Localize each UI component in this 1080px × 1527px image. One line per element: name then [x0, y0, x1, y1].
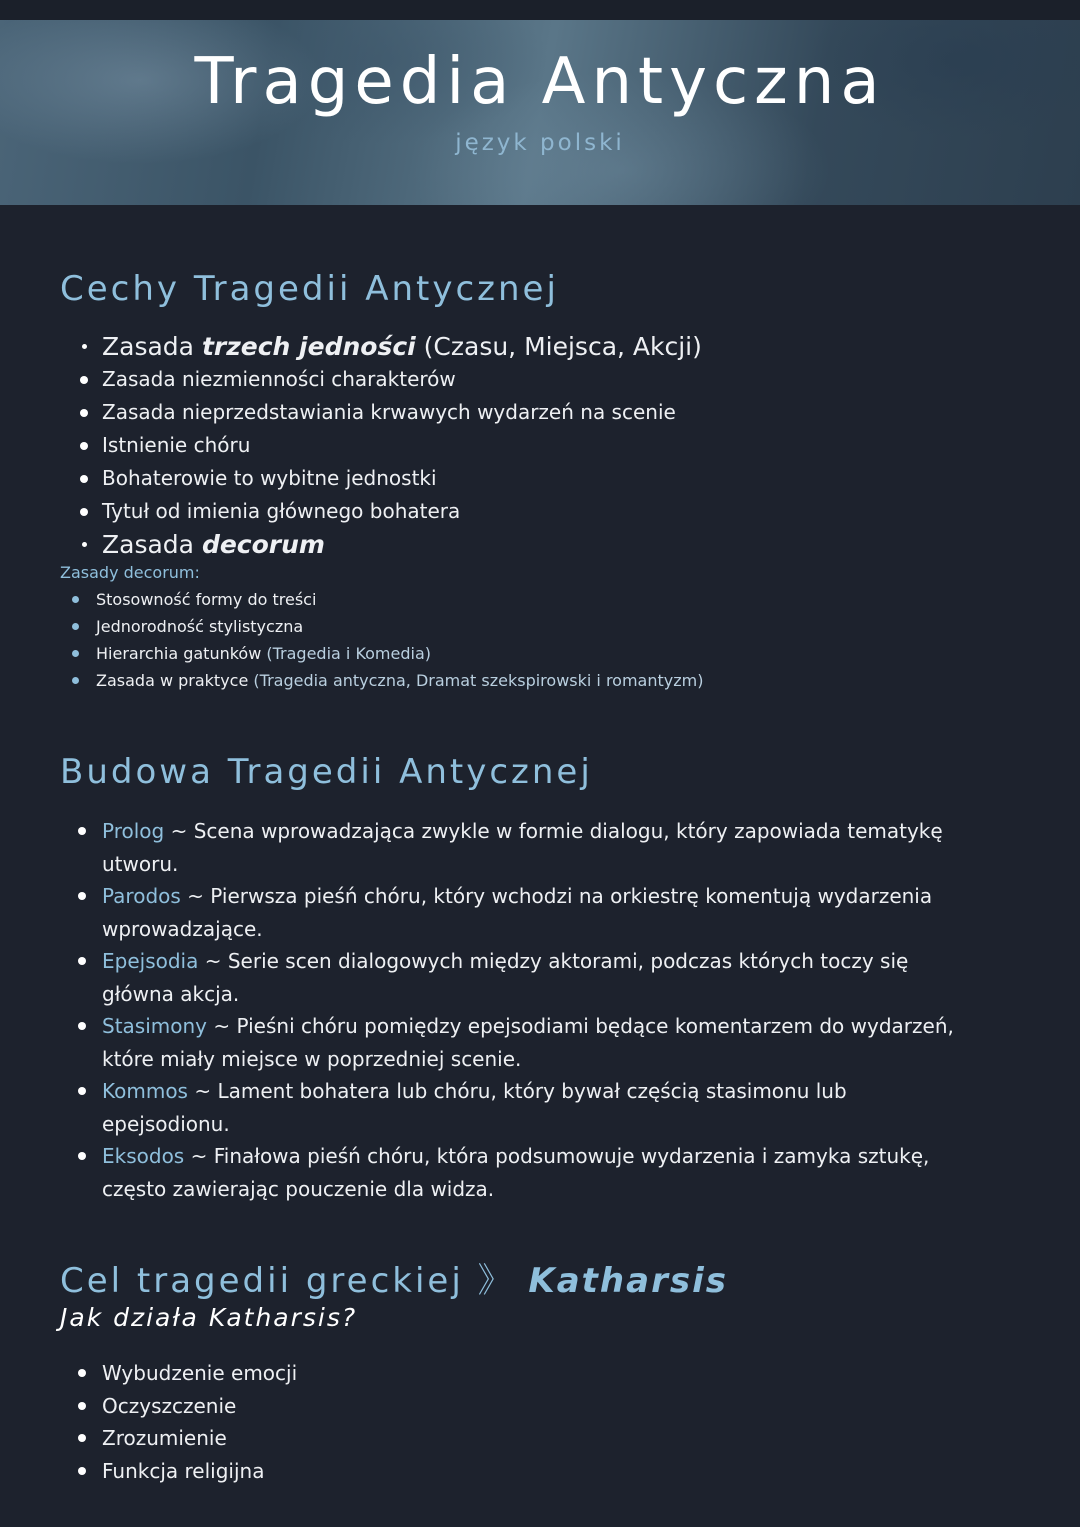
bullet-icon	[78, 1467, 86, 1475]
list-item	[72, 669, 1052, 696]
term-description: Pierwsza pieśń chóru, który wchodzi na orkiestrę komentują wydarzenia wprowadzające.	[102, 884, 933, 941]
bullet-icon	[80, 442, 88, 450]
bullet-icon	[82, 344, 87, 349]
item-text-emphasis: decorum	[201, 530, 325, 559]
list-item	[78, 1075, 978, 1140]
term-label: Parodos	[102, 884, 181, 908]
bullet-icon	[78, 892, 86, 900]
list-item	[80, 396, 1040, 429]
term-label: Epejsodia	[102, 949, 199, 973]
item-text: Bohaterowie to wybitne jednostki	[102, 466, 437, 490]
item-text: Funkcja religijna	[102, 1458, 265, 1483]
bullet-icon	[72, 650, 79, 657]
cechy-list	[80, 330, 1040, 561]
bullet-icon	[78, 1434, 86, 1442]
page-subtitle: język polski	[455, 130, 625, 156]
list-item	[80, 363, 1040, 396]
list-item	[78, 1140, 978, 1205]
bullet-icon	[78, 1369, 86, 1377]
item-text: Wybudzenie emocji	[102, 1361, 298, 1385]
term-label: Stasimony	[102, 1014, 207, 1038]
item-text-parenthetical: (Tragedia i Komedia)	[266, 644, 432, 663]
item-text: Zasada nieprzedstawiania krwawych wydarzeń na scenie	[102, 400, 676, 424]
item-text: Jednorodność stylistyczna	[96, 617, 304, 636]
item-text: Istnienie chóru	[102, 433, 251, 457]
katharsis-accent: Katharsis	[528, 1261, 728, 1301]
list-item	[80, 528, 1040, 561]
list-item	[78, 815, 978, 880]
decorum-label: Zasady decorum:	[60, 563, 200, 582]
term-description: Pieśni chóru pomiędzy epejsodiami będące komentarzem do wydarzeń, które miały miejsce w poprzedniej scenie.	[102, 1014, 954, 1071]
bullet-icon	[80, 508, 88, 516]
list-item	[78, 1455, 678, 1488]
list-item	[72, 588, 1052, 615]
cel-heading-text: Cel tragedii greckiej	[60, 1261, 464, 1301]
bullet-icon	[72, 623, 79, 630]
list-item	[80, 495, 1040, 528]
item-text: Zasada niezmienności charakterów	[102, 367, 456, 391]
item-text-prefix: Zasada	[102, 530, 202, 559]
bullet-icon	[80, 376, 88, 384]
list-item	[80, 462, 1040, 495]
header-banner	[0, 20, 1080, 205]
item-text: Hierarchia gatunków	[96, 644, 267, 663]
list-item	[80, 330, 1040, 363]
list-item	[80, 429, 1040, 462]
term-label: Prolog	[102, 819, 165, 843]
section-heading-budowa: Budowa Tragedii Antycznej	[60, 752, 593, 792]
bullet-icon	[78, 1402, 86, 1410]
list-item	[72, 642, 1052, 669]
bullet-icon	[78, 827, 86, 835]
bullet-icon	[72, 677, 79, 684]
term-label: Eksodos	[102, 1144, 185, 1168]
item-text: Stosowność formy do treści	[96, 590, 317, 609]
bullet-icon	[78, 1022, 86, 1030]
list-item	[78, 1422, 678, 1455]
double-chevron-icon: 》	[477, 1261, 515, 1301]
bullet-icon	[78, 1152, 86, 1160]
term-description: Scena wprowadzająca zwykle w formie dialogu, który zapowiada tematykę utworu.	[102, 819, 943, 876]
list-item	[72, 615, 1052, 642]
bullet-icon	[80, 409, 88, 417]
top-strip	[0, 0, 1080, 20]
term-separator: ~	[187, 1079, 218, 1103]
term-separator: ~	[198, 949, 228, 973]
term-separator: ~	[184, 1144, 214, 1168]
section-heading-cechy: Cechy Tragedii Antycznej	[60, 269, 559, 309]
item-text-emphasis: trzech jedności	[201, 332, 416, 361]
bullet-icon	[80, 475, 88, 483]
item-text: Tytuł od imienia głównego bohatera	[102, 499, 461, 523]
list-item	[78, 1390, 678, 1423]
term-separator: ~	[164, 819, 194, 843]
item-text-parenthetical: (Tragedia antyczna, Dramat szekspirowski i romantyzm)	[253, 671, 704, 690]
list-item	[78, 1357, 678, 1390]
list-item	[78, 880, 978, 945]
item-text-suffix: (Czasu, Miejsca, Akcji)	[415, 332, 702, 361]
term-separator: ~	[207, 1014, 237, 1038]
term-description: Finałowa pieśń chóru, która podsumowuje wydarzenia i zamyka sztukę, często zawierając pouczenie dla widza.	[102, 1144, 930, 1201]
decorum-list	[72, 588, 1052, 696]
item-text: Zasada w praktyce	[96, 671, 254, 690]
katharsis-question: Jak działa Katharsis?	[60, 1303, 358, 1332]
term-description: Serie scen dialogowych między aktorami, podczas których toczy się główna akcja.	[102, 949, 909, 1006]
bullet-icon	[82, 542, 87, 547]
katharsis-list	[78, 1357, 678, 1487]
bullet-icon	[72, 596, 79, 603]
term-description: Lament bohatera lub chóru, który bywał częścią stasimonu lub epejsodionu.	[102, 1079, 847, 1136]
item-text-prefix: Zasada	[102, 332, 202, 361]
bullet-icon	[78, 957, 86, 965]
term-label: Kommos	[102, 1079, 188, 1103]
section-heading-cel	[60, 1261, 728, 1301]
list-item	[78, 1010, 978, 1075]
budowa-list	[78, 815, 978, 1205]
item-text: Oczyszczenie	[102, 1393, 237, 1418]
list-item	[78, 945, 978, 1010]
page-title: Tragedia Antyczna	[194, 45, 886, 119]
item-text: Zrozumienie	[102, 1426, 227, 1450]
bullet-icon	[78, 1087, 86, 1095]
term-separator: ~	[180, 884, 211, 908]
